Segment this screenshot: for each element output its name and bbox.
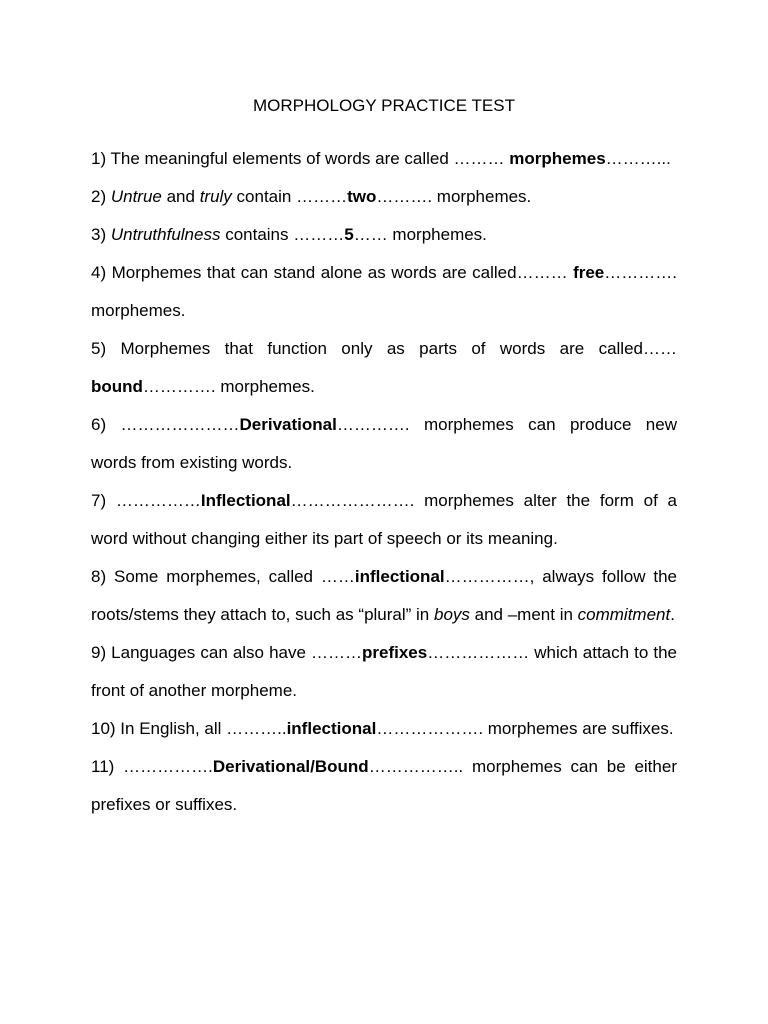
question-item-5 xyxy=(91,330,677,406)
answer-text: inflectional xyxy=(354,567,445,586)
answer-text: morphemes xyxy=(509,149,606,168)
answer-text: 5 xyxy=(344,225,354,244)
question-text: …………. morphemes. xyxy=(91,263,677,320)
question-text: …………. morphemes can produce new words from existing words. xyxy=(91,415,677,472)
question-text: 8) Some morphemes, called …… xyxy=(91,567,355,586)
question-text: ………... xyxy=(605,149,671,168)
question-text: 3) xyxy=(91,225,111,244)
answer-text: Derivational/Bound xyxy=(212,757,369,776)
answer-text: Derivational xyxy=(239,415,337,434)
answer-text: two xyxy=(347,187,377,206)
italic-term: truly xyxy=(199,187,232,206)
question-item-4 xyxy=(91,254,677,330)
question-text: …………………. morphemes alter the form of a word without changing either its part of speech or its meaning. xyxy=(91,491,678,548)
question-text: 1) The meaningful elements of words are called ……… xyxy=(91,149,510,168)
question-text: …………. morphemes. xyxy=(142,377,315,396)
answer-text: bound xyxy=(91,377,143,396)
question-text: ………………. morphemes are suffixes. xyxy=(376,719,674,738)
question-text: …… morphemes. xyxy=(353,225,487,244)
question-text: 10) In English, all ……….. xyxy=(91,719,287,738)
answer-text: prefixes xyxy=(362,643,428,662)
question-item-6 xyxy=(91,406,677,482)
question-text: 4) Morphemes that can stand alone as words are called……… xyxy=(91,263,574,282)
answer-text: Inflectional xyxy=(200,491,291,510)
question-text: ……………, always follow the roots/stems they attach to, such as “plural” in xyxy=(91,567,677,624)
question-item-8 xyxy=(91,558,677,634)
italic-term: Untrue xyxy=(110,187,162,206)
question-item-9 xyxy=(91,634,677,710)
question-text: 6) ………………… xyxy=(91,415,240,434)
question-text: …………….. morphemes can be either prefixes or suffixes. xyxy=(91,757,677,814)
question-text: 11) ……………. xyxy=(91,757,213,776)
question-text: ……………… which attach to the front of another morpheme. xyxy=(91,643,678,700)
question-item-11 xyxy=(91,748,677,824)
answer-text: free xyxy=(573,263,605,282)
question-item-2 xyxy=(91,178,677,216)
question-text: 5) Morphemes that function only as parts of words are called…… xyxy=(91,339,677,358)
italic-term: boys xyxy=(433,605,470,624)
question-text: 9) Languages can also have ……… xyxy=(91,643,362,662)
question-text: 7) …………… xyxy=(91,491,201,510)
question-text: and xyxy=(161,187,200,206)
question-item-10 xyxy=(91,710,677,748)
question-text: and –ment in xyxy=(469,605,578,624)
question-item-7 xyxy=(91,482,677,558)
italic-term: Untruthfulness xyxy=(110,225,221,244)
question-text: . xyxy=(670,605,675,624)
page-title: MORPHOLOGY PRACTICE TEST xyxy=(253,96,515,115)
question-text: contains ……… xyxy=(220,225,345,244)
question-text: 2) xyxy=(91,187,111,206)
italic-term: commitment xyxy=(577,605,671,624)
question-list xyxy=(91,140,677,824)
question-text: ………. morphemes. xyxy=(376,187,532,206)
question-item-1 xyxy=(91,140,677,178)
answer-text: inflectional xyxy=(286,719,377,738)
question-item-3 xyxy=(91,216,677,254)
question-text: contain ……… xyxy=(231,187,348,206)
